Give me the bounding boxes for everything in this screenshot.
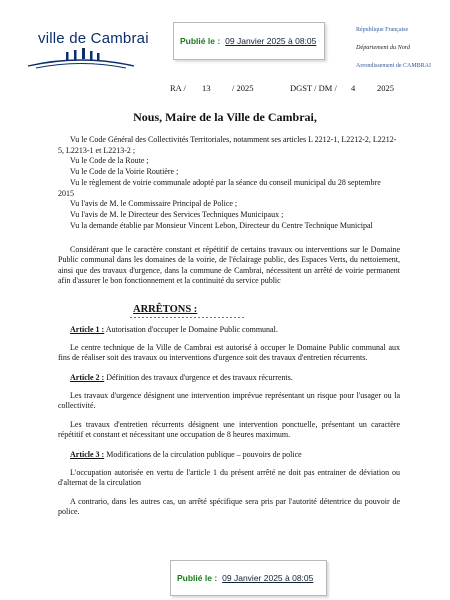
ref-dgst: DGST / DM / xyxy=(290,83,337,93)
republique-label: République Française xyxy=(356,27,409,33)
departement-label: Département du Nord xyxy=(356,44,411,51)
article-2-heading: Article 2 : Définition des travaux d'urgence et des travaux récurrents. xyxy=(70,372,293,382)
stamp-date: 09 Janvier 2025 à 08:05 xyxy=(225,36,317,46)
visa-item: Vu le règlement de voirie communale adopté par la séance du conseil municipal du 28 septembre 2015 xyxy=(58,177,381,198)
visa-item: Vu le Code de la Route ; xyxy=(70,156,149,166)
visa-item: Vu le Code Général des Collectivités Territoriales, notamment ses articles L 2212-1, L2212-2, L2212-5, L2213-1 et L2213-2 ; xyxy=(58,135,397,155)
arretons-divider xyxy=(130,317,245,318)
ref-year: / 2025 xyxy=(232,83,254,93)
article-1-paragraph: Le centre technique de la Ville de Cambrai est autorisé à occuper le Domaine Public communal aux fins de réaliser soit des travaux ou interventions d'urgence soit des travaux d'entretien récurrents. xyxy=(58,343,400,363)
article-1-heading: Article 1 : Autorisation d'occuper le Domaine Public communal. xyxy=(70,325,278,334)
city-skyline-logo-icon xyxy=(26,48,136,70)
visa-item: Vu la demande établie par Monsieur Vincent Lebon, Directeur du Centre Technique Municipal xyxy=(70,220,373,230)
arretons-heading: ARRÊTONS : xyxy=(133,304,198,315)
article-2-paragraph: Les travaux d'urgence désignent une intervention imprévue représentant un risque pour l'usager ou la collectivité. xyxy=(58,390,400,411)
publication-stamp-bottom xyxy=(170,560,327,596)
publication-stamp-top xyxy=(173,22,325,60)
city-logo-text: ville de Cambrai xyxy=(38,30,149,47)
document-title: Nous, Maire de la Ville de Cambrai, xyxy=(133,110,317,124)
article-3-paragraph: A contrario, dans les autres cas, un arrêté spécifique sera pris par l'autorité détentrice du pouvoir de police. xyxy=(58,497,400,517)
ref-year-2: 2025 xyxy=(377,83,394,93)
articles-section xyxy=(58,325,400,527)
ref-ra: RA / xyxy=(170,83,186,93)
visas-list xyxy=(58,135,398,231)
stamp-label: Publié le : xyxy=(177,573,218,583)
article-3-heading: Article 3 : Modifications de la circulation publique – pouvoirs de police xyxy=(70,449,302,459)
considerant-paragraph: Considérant que le caractère constant et répétitif de certains travaux ou interventions sur le Domaine Public communal dans les domaines de la voirie, de l'éclairage public, des Espaces Verts, du nettoiement, ainsi que des travaux d'urgence, dans la commune de Cambrai, nécessitent un arrêté de voirie permanent afin d'assurer le bon fonctionnement et la continuité du service public xyxy=(58,245,400,286)
visa-item: Vu le Code de la Voirie Routière ; xyxy=(70,167,179,177)
arrondissement-label: Arrondissement de CAMBRAI xyxy=(356,63,431,69)
article-2-paragraph: Les travaux d'entretien récurrents désignent une intervention ponctuelle, présentant un caractère répétitif et constant et nécessitant une occupation de 8 heures maximum. xyxy=(58,420,400,440)
stamp-date: 09 Janvier 2025 à 08:05 xyxy=(222,573,314,583)
ref-number-2: 4 xyxy=(351,83,356,93)
visa-item: Vu l'avis de M. le Commissaire Principal de Police ; xyxy=(70,199,238,209)
visa-item: Vu l'avis de M. le Directeur des Services Techniques Municipaux ; xyxy=(70,209,284,219)
ref-number: 13 xyxy=(202,83,211,93)
article-3-paragraph: L'occupation autorisée en vertu de l'article 1 du présent arrêté ne doit pas entrainer de déviation ou d'alternat de la circulation xyxy=(58,467,400,488)
stamp-label: Publié le : xyxy=(180,36,221,46)
